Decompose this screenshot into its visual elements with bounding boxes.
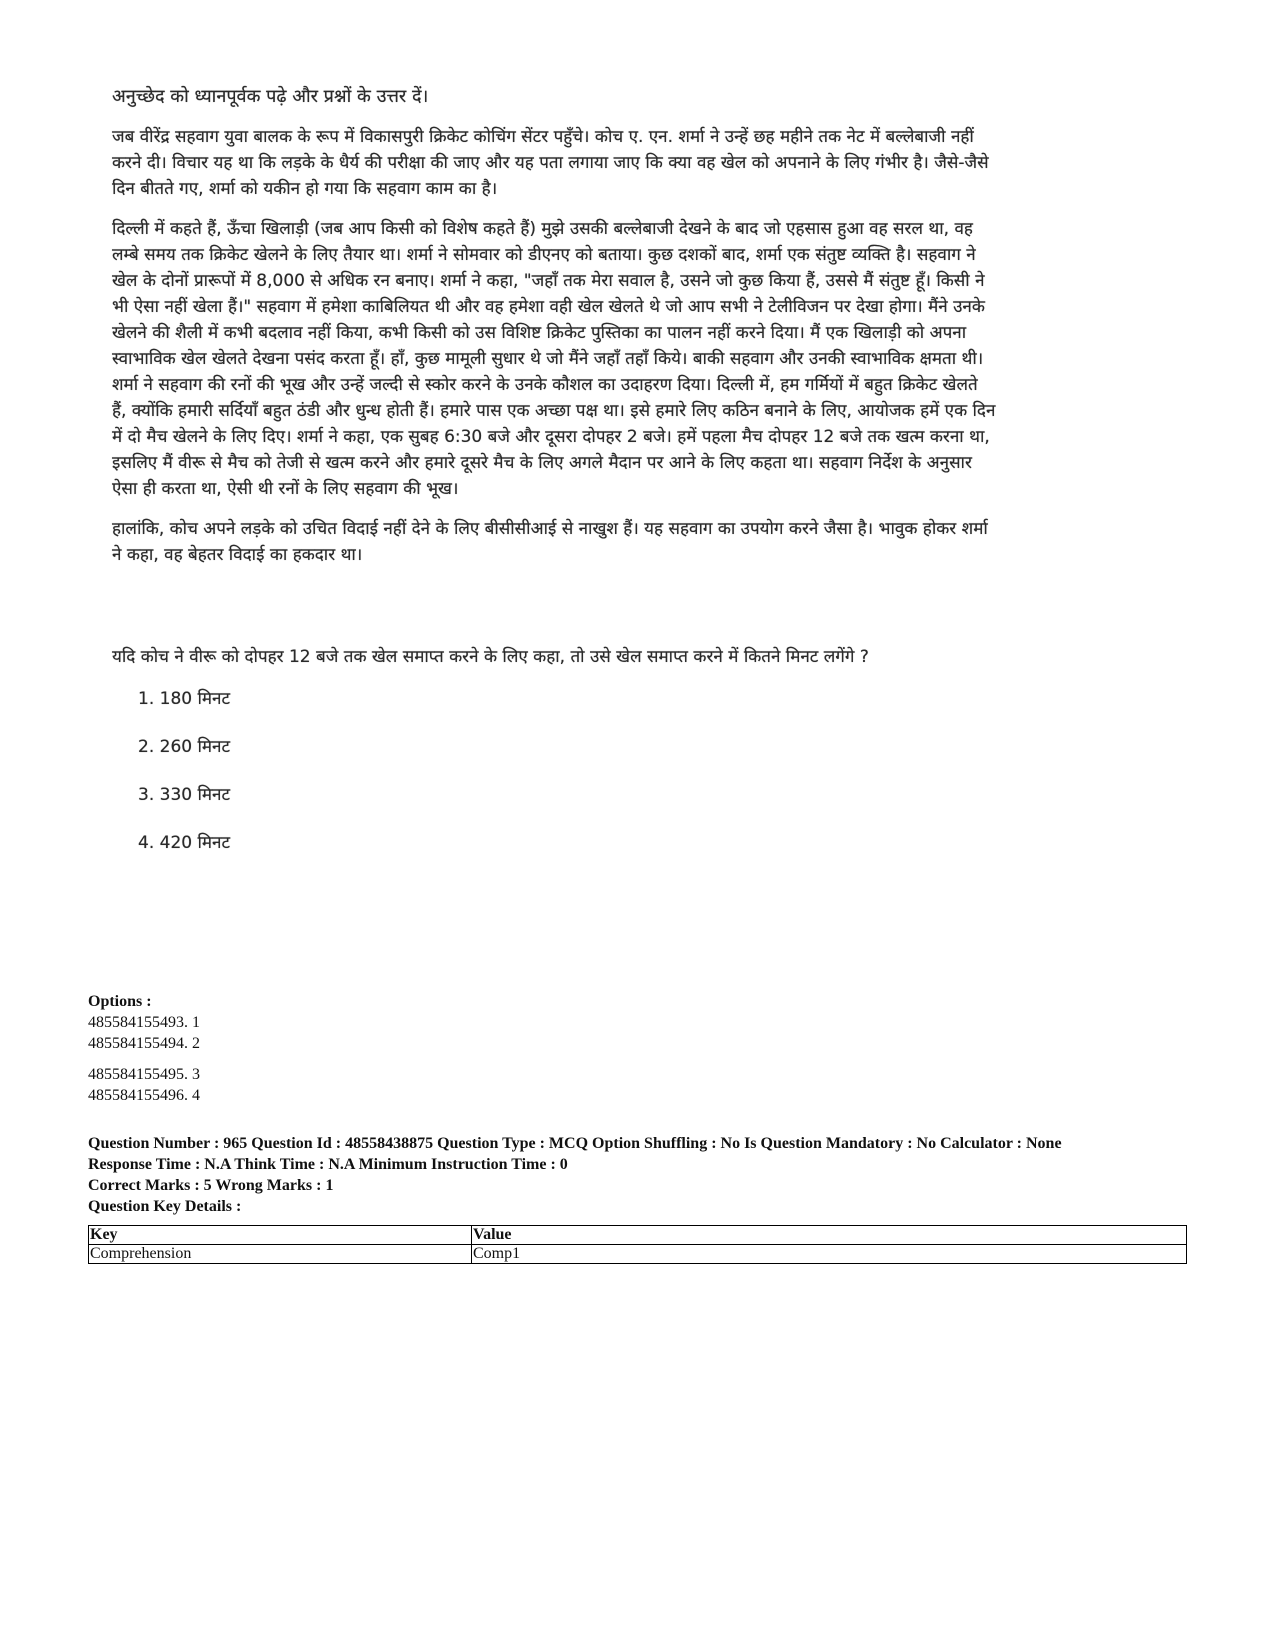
- meta-line-key-details: Question Key Details :: [88, 1198, 242, 1215]
- question-meta: [88, 1133, 1188, 1217]
- passage-scan: [112, 84, 997, 979]
- table-header-value: Value: [472, 1226, 1187, 1245]
- choice-item: 1. 180 मिनट: [138, 689, 231, 709]
- table-cell-value: Comp1: [472, 1245, 1187, 1264]
- choice-list: [112, 686, 997, 878]
- table-header-row: [89, 1226, 1187, 1245]
- choice-item: 2. 260 मिनट: [138, 737, 231, 757]
- passage-instruction: अनुच्छेद को ध्यानपूर्वक पढ़े और प्रश्नों के उत्तर दें।: [112, 86, 429, 107]
- choice-item: 3. 330 मिनट: [138, 785, 231, 805]
- option-item: 485584155494. 2: [88, 1035, 200, 1052]
- question-text: यदि कोच ने वीरू को दोपहर 12 बजे तक खेल समाप्त करने के लिए कहा, तो उसे खेल समाप्त करने में कितने मिनट लगेंगे ?: [112, 647, 869, 667]
- table-cell-key: Comprehension: [89, 1245, 472, 1264]
- passage-paragraph-1: जब वीरेंद्र सहवाग युवा बालक के रूप में विकासपुरी क्रिकेट कोचिंग सेंटर पहुँचे। कोच ए. एन. शर्मा ने उन्हें छह महीने तक नेट में बल्लेबाजी नहीं करने दी। विचार यह था कि लड़के के धैर्य की परीक्षा की जाए और यह पता लगाया जाए कि क्या वह खेल को अपनाने के लिए गंभीर है। जैसे-जैसे दिन बीतते गए, शर्मा को यकीन हो गया कि सहवाग काम का है।: [112, 127, 989, 199]
- table-row: [89, 1245, 1187, 1264]
- question-key-table: [88, 1225, 1187, 1264]
- passage-paragraph-2: दिल्ली में कहते हैं, ऊँचा खिलाड़ी (जब आप किसी को विशेष कहते हैं) मुझे उसकी बल्लेबाजी देखने के बाद जो एहसास हुआ वह सरल था, वह लम्बे समय तक क्रिकेट खेलने के लिए तैयार था। शर्मा ने सोमवार को डीएनए को बताया। कुछ दशकों बाद, शर्मा एक संतुष्ट व्यक्ति है। सहवाग ने खेल के दोनों प्रारूपों में 8,000 से अधिक रन बनाए। शर्मा ने कहा, "जहाँ तक मेरा सवाल है, उसने जो कुछ किया हैं, उससे मैं संतुष्ट हूँ। किसी ने भी ऐसा नहीं खेला हैं।" सहवाग में हमेशा काबिलियत थी और वह हमेशा वही खेल खेलते थे जो आप सभी ने टेलीविजन पर देखा होगा। मैंने उनके खेलने की शैली में कभी बदलाव नहीं किया, कभी किसी को उस विशिष्ट क्रिकेट पुस्तिका का पालन नहीं करने दिया। मैं एक खिलाड़ी को अपना स्वाभाविक खेल खेलते देखना पसंद करता हूँ। हाँ, कुछ मामूली सुधार थे जो मैंने जहाँ तहाँ किये। बाकी सहवाग और उनकी स्वाभाविक क्षमता थी। शर्मा ने सहवाग की रनों की भूख और उन्हें जल्दी से स्कोर करने के उनके कौशल का उदाहरण दिया। दिल्ली में, हम गर्मियों में बहुत क्रिकेट खेलते हैं, क्योंकि हमारी सर्दियाँ बहुत ठंडी और धुन्ध होती हैं। हमारे पास एक अच्छा पक्ष था। इसे हमारे लिए कठिन बनाने के लिए, आयोजक हमें एक दिन में दो मैच खेलने के लिए दिए। शर्मा ने कहा, एक सुबह 6:30 बजे और दूसरा दोपहर 2 बजे। हमें पहला मैच दोपहर 12 बजे तक खत्म करना था, इसलिए मैं वीरू से मैच को तेजी से खत्म करने और हमारे दूसरे मैच के लिए अगले मैदान पर आने के लिए कहता था। सहवाग निर्देश के अनुसार ऐसा ही करता था, ऐसी थी रनों के लिए सहवाग की भूख।: [112, 219, 996, 499]
- meta-line-marks: Correct Marks : 5 Wrong Marks : 1: [88, 1177, 334, 1194]
- options-block: [88, 991, 200, 1106]
- options-heading: Options :: [88, 993, 152, 1010]
- option-item: 485584155496. 4: [88, 1087, 200, 1104]
- meta-line-question: Question Number : 965 Question Id : 48558438875 Question Type : MCQ Option Shuffling : No Is Question Mandatory : No Calculator : None: [88, 1135, 1062, 1152]
- meta-line-time: Response Time : N.A Think Time : N.A Minimum Instruction Time : 0: [88, 1156, 568, 1173]
- spacer: [88, 1054, 200, 1064]
- table-header-key: Key: [89, 1226, 472, 1245]
- passage-paragraph-3: हालांकि, कोच अपने लड़के को उचित विदाई नहीं देने के लिए बीसीसीआई से नाखुश हैं। यह सहवाग का उपयोग करने जैसा है। भावुक होकर शर्मा ने कहा, वह बेहतर विदाई का हकदार था।: [112, 519, 988, 565]
- option-item: 485584155493. 1: [88, 1014, 200, 1031]
- option-item: 485584155495. 3: [88, 1066, 200, 1083]
- choice-item: 4. 420 मिनट: [138, 833, 231, 853]
